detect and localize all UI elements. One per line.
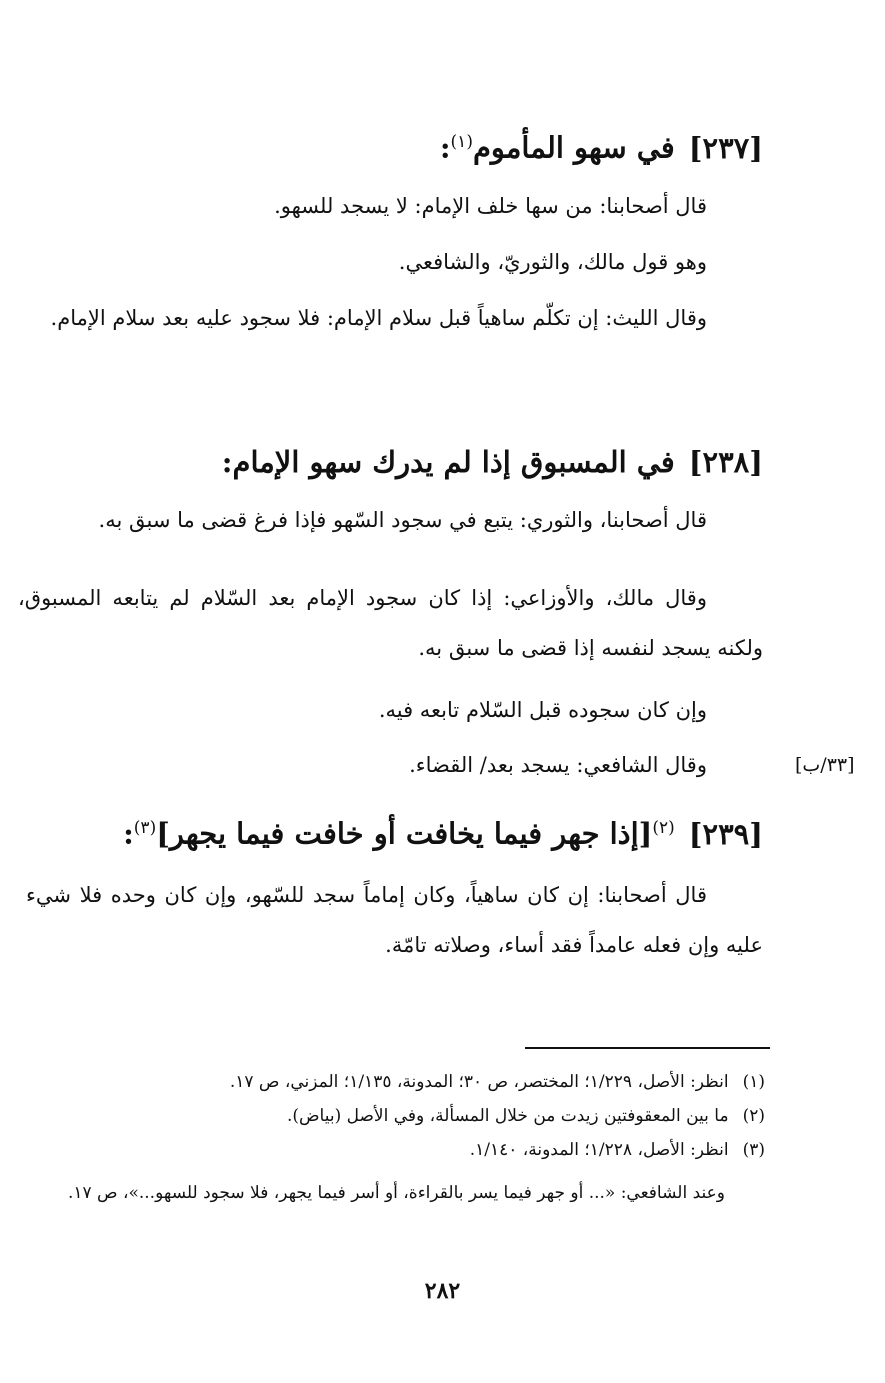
- section-number: [٢٣٧]: [688, 130, 763, 165]
- footnote-text: انظر: الأصل، ١/٢٢٨؛ المدونة، ١/١٤٠.: [469, 1140, 729, 1160]
- footnote-ref: (١): [450, 132, 473, 152]
- paragraph: وإن كان سجوده قبل السّلام تابعه فيه.: [378, 698, 707, 722]
- heading-colon: :: [221, 445, 233, 479]
- paragraph: وهو قول مالك، والثوريّ، والشافعي.: [398, 250, 707, 274]
- paragraph: وقال الشافعي: يسجد بعد/ القضاء.: [409, 753, 707, 777]
- paragraph: وقال الليث: إن تكلّم ساهياً قبل سلام الإمام: فلا سجود عليه بعد سلام الإمام.: [50, 306, 707, 330]
- paragraph: قال أصحابنا، والثوري: يتبع في سجود السّهو فإذا فرغ قضى ما سبق به.: [98, 508, 707, 532]
- footnote-ref: (٢): [652, 818, 675, 838]
- section-237-heading: [440, 122, 763, 168]
- section-number: [٢٣٩]: [688, 816, 763, 851]
- section-238-heading: [222, 442, 763, 482]
- footnote: [470, 1133, 765, 1167]
- heading-colon: :: [439, 130, 451, 165]
- heading-colon: :: [123, 816, 134, 851]
- section-239-heading: [123, 808, 763, 854]
- section-title: في المسبوق إذا لم يدرك سهو الإمام: [232, 445, 675, 479]
- footnote: [287, 1099, 765, 1133]
- paragraph: قال أصحابنا: من سها خلف الإمام: لا يسجد للسهو.: [274, 194, 707, 218]
- footnote-index: (٣): [742, 1140, 765, 1160]
- paragraph: وقال مالك، والأوزاعي: إذا كان سجود الإمام بعد السّلام لم يتابعه المسبوق، ولكنه يسجد لنفسه إذا قضى ما سبق به.: [18, 586, 763, 660]
- section-number: [٢٣٨]: [688, 445, 763, 479]
- page-number: ٢٨٢: [424, 1278, 461, 1304]
- margin-note: [٣٣/ب]: [795, 754, 855, 776]
- footnote: [230, 1065, 765, 1099]
- footnote-text: ما بين المعقوفتين زيدت من خلال المسألة، وفي الأصل (بياض).: [286, 1106, 729, 1126]
- section-title: في سهو المأموم: [472, 130, 675, 165]
- footnote-continuation: وعند الشافعي: «... أو جهر فيما يسر بالقراءة، أو أسر فيما يجهر، فلا سجود للسهو...»، ص ١٧.: [67, 1183, 725, 1203]
- footnote-text: انظر: الأصل، ١/٢٢٩؛ المختصر، ص ٣٠؛ المدونة، ١/١٣٥؛ المزني، ص ١٧.: [229, 1072, 729, 1092]
- footnote-ref: (٣): [133, 818, 157, 838]
- footnote-rule: [525, 1047, 770, 1049]
- footnote-index: (١): [742, 1072, 765, 1092]
- footnote-index: (٢): [742, 1106, 765, 1126]
- paragraph: قال أصحابنا: إن كان ساهياً، وكان إماماً سجد للسّهو، وإن كان وحده فلا شيء عليه وإن فعله عامداً فقد أساء، وصلاته تامّة.: [26, 883, 763, 957]
- section-title: [إذا جهر فيما يخافت أو خافت فيما يجهر]: [156, 816, 653, 851]
